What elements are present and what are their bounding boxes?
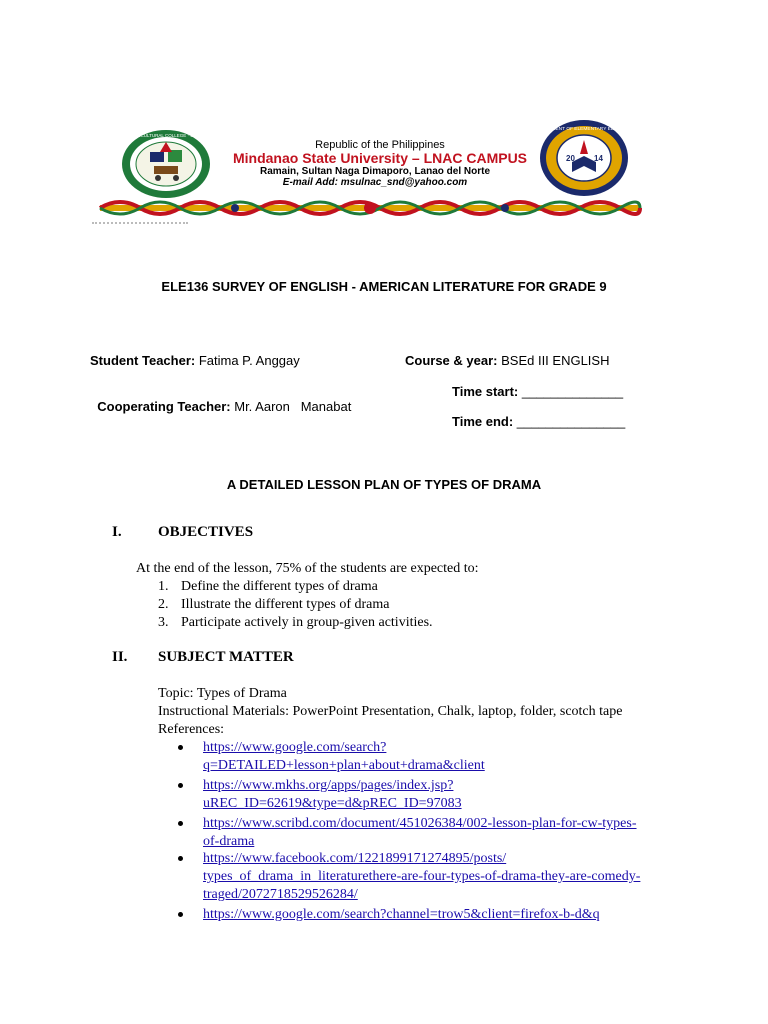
list-item: Illustrate the different types of drama	[181, 597, 390, 612]
time-end-row	[452, 414, 625, 429]
reference-link-line: of-drama	[203, 834, 255, 849]
course-year-value: BSEd III ENGLISH	[497, 353, 610, 368]
reference-link-line: https://www.mkhs.org/apps/pages/index.jsp?	[203, 778, 454, 793]
reference-link[interactable]	[203, 850, 640, 904]
reference-link[interactable]	[203, 777, 462, 813]
bullet-icon	[178, 912, 183, 917]
cooperating-teacher-value: Mr. Aaron Manabat	[230, 399, 352, 414]
section-number: I.	[112, 524, 122, 540]
bullet-icon	[178, 745, 183, 750]
ornamental-border	[100, 196, 640, 220]
references-label: References:	[158, 722, 225, 737]
list-item-number: 1.	[158, 579, 169, 594]
reference-link-line: uREC_ID=62619&type=d&pREC_ID=97083	[203, 796, 462, 811]
reference-link[interactable]	[203, 815, 637, 851]
reference-link[interactable]	[203, 906, 600, 924]
list-item: Define the different types of drama	[181, 579, 378, 594]
course-year-label: Course & year:	[405, 353, 498, 368]
section-title: OBJECTIVES	[158, 524, 254, 540]
right-seal-year-left: 20	[566, 154, 575, 163]
materials-line: Instructional Materials: PowerPoint Presentation, Chalk, laptop, folder, scotch tape	[158, 704, 623, 719]
time-start-label: Time start:	[452, 384, 519, 399]
time-end-value: _______________	[513, 414, 626, 429]
email-line: E-mail Add: msulnac_snd@yahoo.com	[282, 177, 468, 188]
left-seal-text: LANAO NORTE AGRICULTURAL COLLEGE · Sultan Naga Dimaporo	[96, 133, 236, 138]
reference-link-line: https://www.google.com/search?channel=trow5&client=firefox-b-d&q	[203, 907, 600, 922]
education-department-seal	[532, 118, 636, 198]
cooperating-teacher-row	[90, 384, 351, 414]
reference-link-line: https://www.scribd.com/document/451026384/002-lesson-plan-for-cw-types-	[203, 816, 637, 831]
course-year-row	[405, 353, 609, 368]
student-teacher-label: Student Teacher:	[90, 353, 196, 368]
objectives-intro: At the end of the lesson, 75% of the students are expected to:	[136, 561, 479, 576]
plan-title: A DETAILED LESSON PLAN OF TYPES OF DRAMA	[226, 477, 542, 492]
bullet-icon	[178, 821, 183, 826]
section-number: II.	[112, 649, 128, 665]
list-item-number: 2.	[158, 597, 169, 612]
republic-line: Republic of the Philippines	[315, 139, 445, 151]
reference-link-line: types_of_drama_in_literaturethere-are-four-types-of-drama-they-are-comedy-	[203, 869, 641, 884]
course-title: ELE136 SURVEY OF ENGLISH - AMERICAN LITERATURE FOR GRADE 9	[161, 279, 607, 294]
time-start-value: ______________	[518, 384, 624, 399]
section-title: SUBJECT MATTER	[158, 649, 294, 665]
right-seal-year-right: 14	[594, 154, 603, 163]
cooperating-teacher-label: Cooperating Teacher:	[97, 399, 231, 414]
time-start-row	[452, 384, 623, 399]
bullet-icon	[178, 856, 183, 861]
university-name: Mindanao State University – LNAC CAMPUS	[232, 150, 528, 166]
reference-link-line: https://www.facebook.com/1221899171274895/posts/	[203, 851, 507, 866]
reference-link-line: https://www.google.com/search?	[203, 740, 387, 755]
list-item-number: 3.	[158, 615, 169, 630]
student-teacher-row	[90, 353, 300, 368]
list-item: Participate actively in group-given activities.	[181, 615, 433, 630]
dotted-rule	[92, 222, 188, 224]
time-end-label: Time end:	[452, 414, 514, 429]
topic-line: Topic: Types of Drama	[158, 686, 287, 701]
address-line: Ramain, Sultan Naga Dimaporo, Lanao del Norte	[259, 166, 491, 177]
reference-link[interactable]	[203, 739, 485, 775]
student-teacher-value: Fatima P. Anggay	[195, 353, 300, 368]
right-seal-text: DEPARTMENT OF ELEMENTARY EDUCATION	[532, 127, 636, 132]
bullet-icon	[178, 783, 183, 788]
reference-link-line: q=DETAILED+lesson+plan+about+drama&client	[203, 758, 485, 773]
reference-link-line: traged/2072718529526284/	[203, 887, 358, 902]
lnac-seal-logo	[96, 128, 236, 200]
